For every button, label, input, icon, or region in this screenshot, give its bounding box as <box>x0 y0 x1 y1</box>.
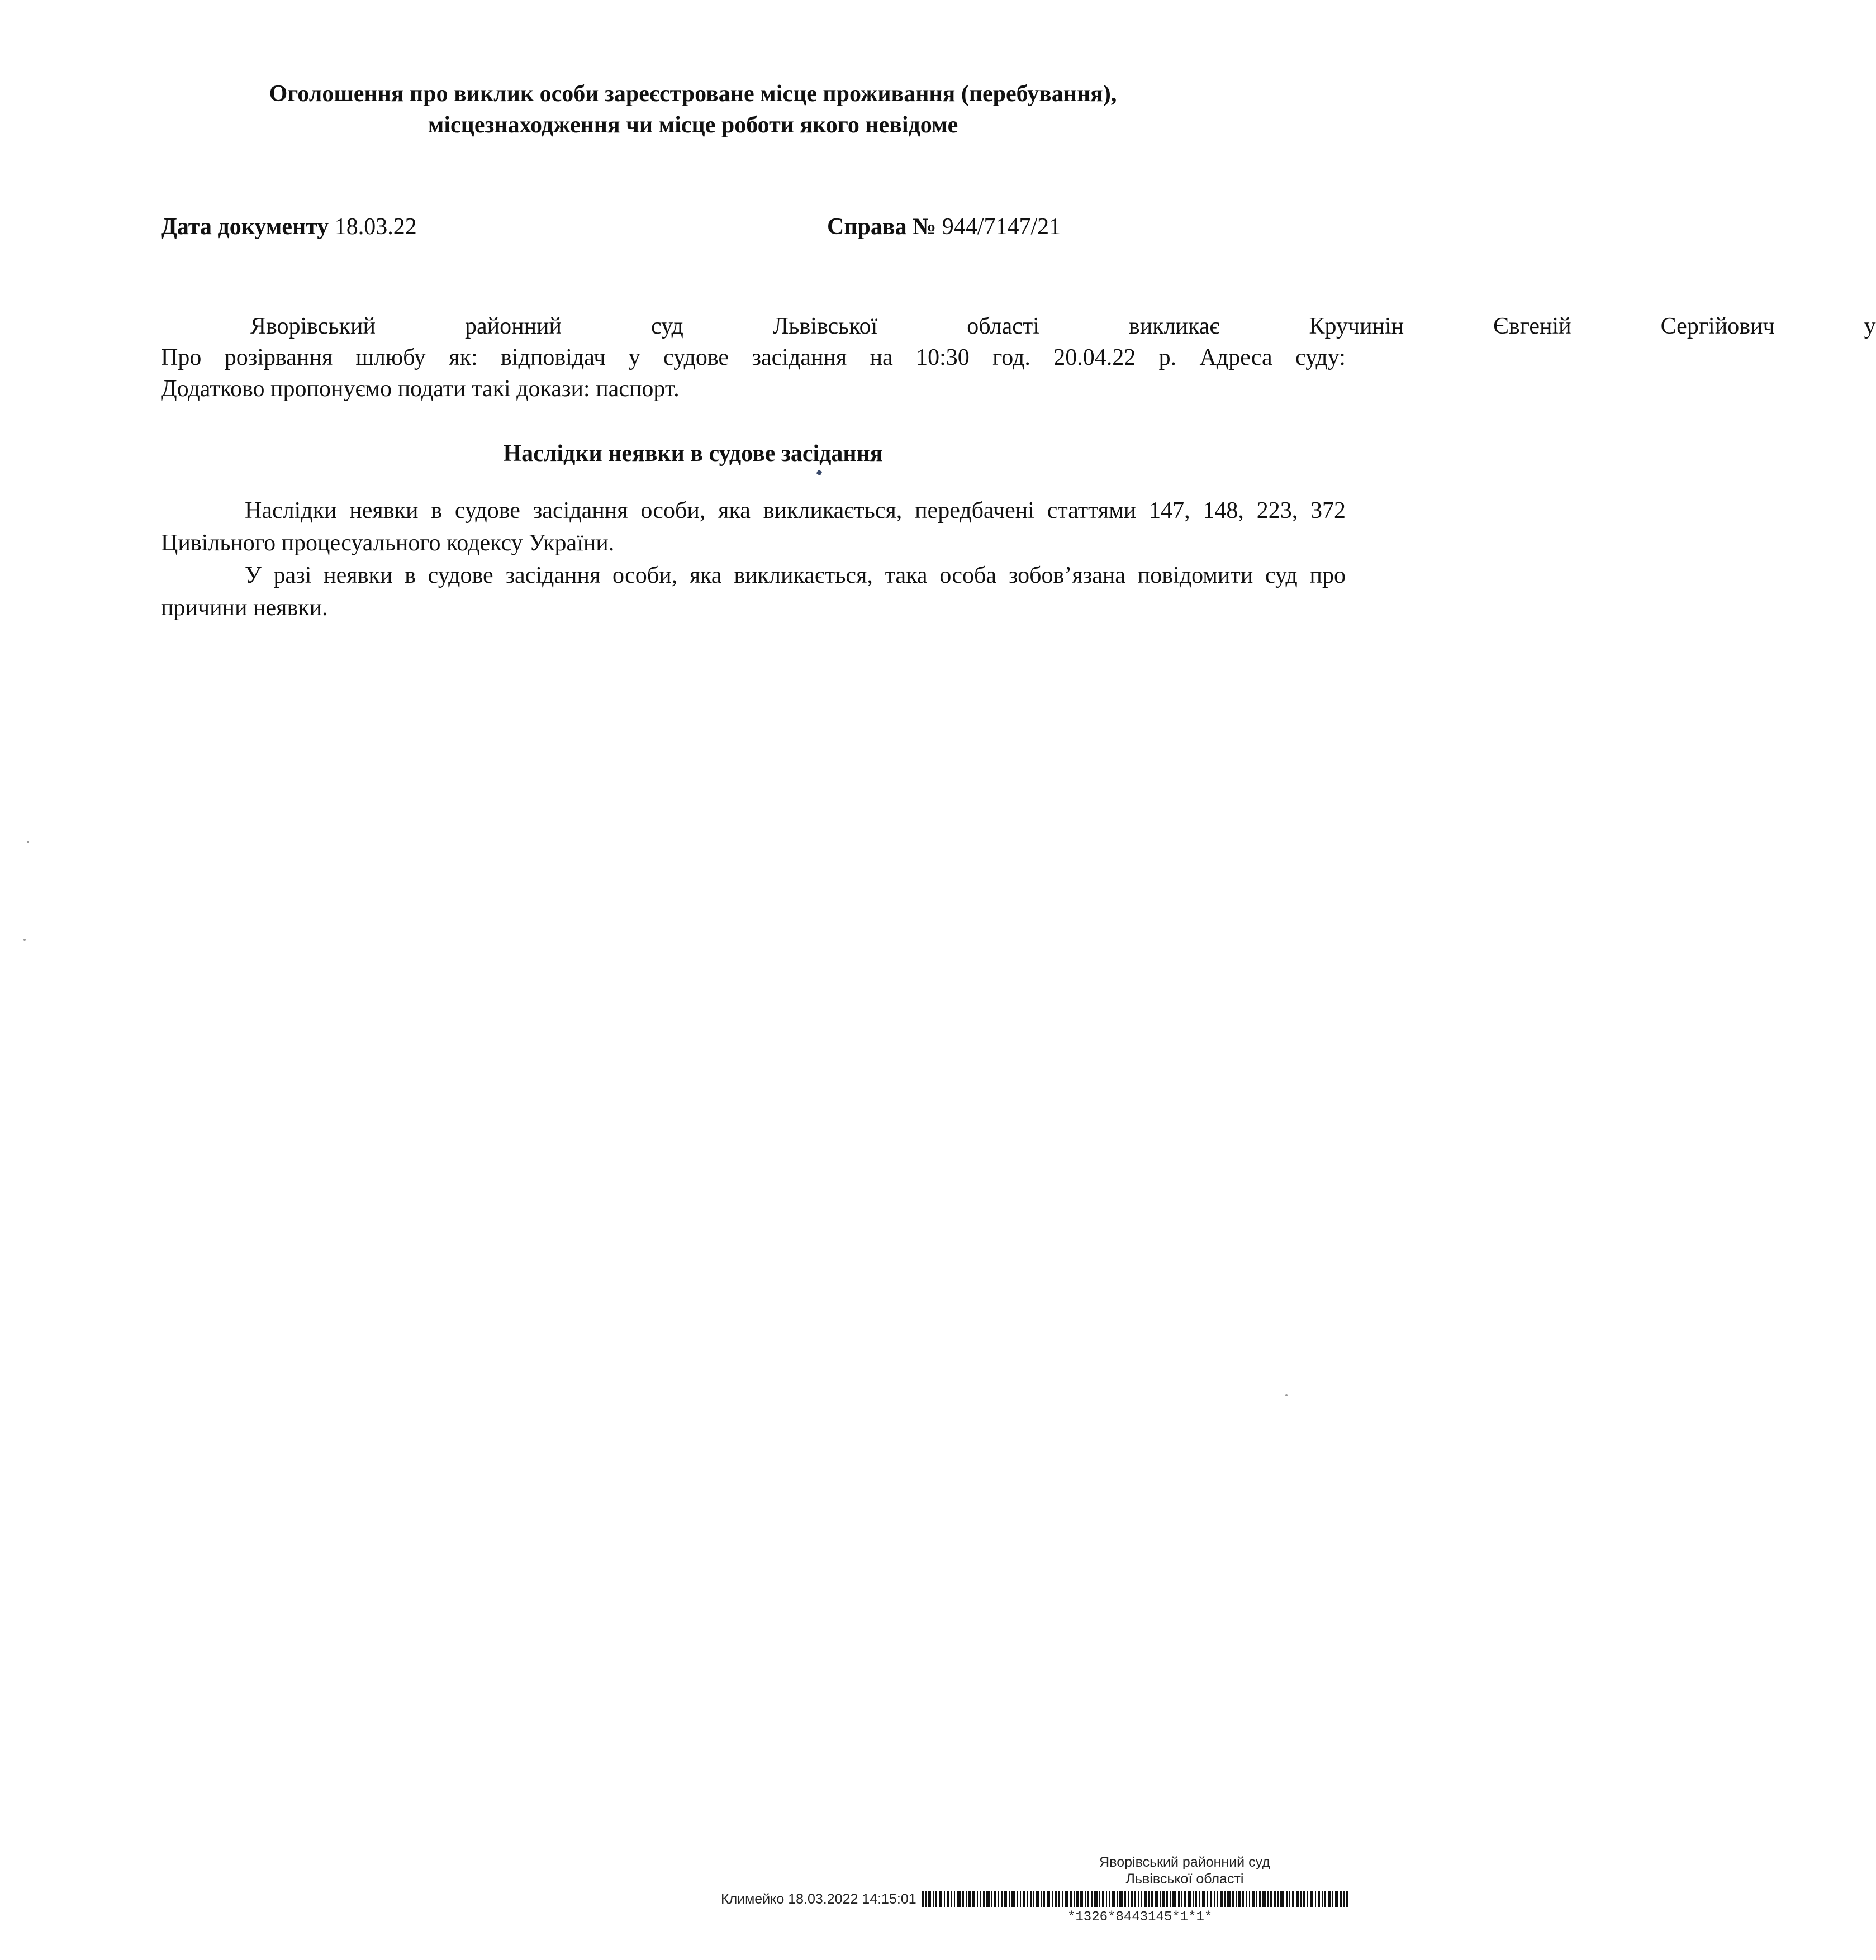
summons-line-3: Додатково пропонуємо подати такі докази: паспорт. <box>161 376 680 402</box>
summons-word: шлюбу <box>355 345 426 370</box>
pen-mark <box>816 470 823 476</box>
barcode-bar <box>1300 1891 1302 1907</box>
consequences-text <box>161 494 1346 624</box>
barcode-bar <box>1033 1891 1034 1907</box>
barcode-bar <box>1227 1891 1231 1907</box>
barcode-bar <box>1256 1891 1257 1907</box>
barcode-bar <box>1074 1891 1075 1907</box>
barcode-bar <box>1011 1891 1015 1907</box>
case-number-value: 944/7147/21 <box>942 214 1061 240</box>
barcode-bar <box>1193 1891 1194 1907</box>
barcode-bar <box>1199 1891 1200 1907</box>
summons-word: у <box>1864 313 1876 339</box>
barcode-bar <box>1043 1891 1045 1907</box>
summons-word: судове <box>663 345 729 370</box>
summons-line-1 <box>161 311 1876 342</box>
barcode-bar <box>1058 1891 1060 1907</box>
barcode-bar <box>1343 1891 1345 1907</box>
summons-text <box>161 311 1876 405</box>
document-date-value: 18.03.22 <box>334 214 417 240</box>
barcode-bar <box>925 1891 927 1907</box>
case-number-label: Справа № <box>827 214 937 240</box>
barcode-bar <box>1131 1891 1133 1907</box>
barcode-bar <box>1124 1891 1126 1907</box>
stamp-row <box>721 1888 1358 1907</box>
barcode-bar <box>1055 1891 1057 1907</box>
consequences-paragraph-2: У разі неявки в судове засідання особи, яка викликається, така особа зобов’язана повідомити суд про причини неявки. <box>161 563 1346 621</box>
title-line-1 <box>0 78 1386 110</box>
consequences-paragraph-1: Наслідки неявки в судове засідання особи, яка викликається, передбачені статтями 147, 148, 223, 372 Цивільного процесуального кодексу України. <box>161 498 1346 556</box>
barcode-bar <box>1080 1891 1083 1907</box>
barcode-bar <box>1106 1891 1107 1907</box>
summons-word: р. <box>1158 345 1177 370</box>
barcode-bar <box>947 1891 949 1907</box>
barcode-bar <box>1328 1891 1331 1907</box>
summons-word: засідання <box>752 345 847 370</box>
barcode-bar <box>1242 1891 1244 1907</box>
barcode-bar <box>1017 1891 1018 1907</box>
summons-word: суд <box>651 313 683 339</box>
barcode <box>922 1891 1358 1907</box>
summons-word: викликає <box>1128 313 1220 339</box>
barcode-bar <box>1041 1891 1042 1907</box>
barcode-bar <box>972 1891 975 1907</box>
barcode-bar <box>1141 1891 1142 1907</box>
barcode-bar <box>1138 1891 1139 1907</box>
scan-speck <box>27 841 29 843</box>
barcode-bar <box>1144 1891 1147 1907</box>
stamp-court-line-1: Яворівський районний суд <box>1099 1854 1270 1870</box>
barcode-bar <box>1289 1891 1290 1907</box>
summons-word: на <box>870 345 893 370</box>
barcode-bar <box>1148 1891 1150 1907</box>
barcode-bar <box>1094 1891 1098 1907</box>
barcode-bar <box>1128 1891 1129 1907</box>
scan-speck <box>1285 1394 1288 1396</box>
document-date-label: Дата документу <box>161 214 329 240</box>
barcode-bar <box>1274 1891 1276 1907</box>
barcode-bar <box>1052 1891 1053 1907</box>
barcode-bar <box>1047 1891 1050 1907</box>
case-number <box>827 211 1061 242</box>
barcode-bar <box>1220 1891 1223 1907</box>
barcode-bar <box>1184 1891 1186 1907</box>
summons-word: 20.04.22 <box>1053 345 1136 370</box>
summons-word: Сергійович <box>1660 313 1775 339</box>
barcode-bar <box>1091 1891 1093 1907</box>
summons-word: 10:30 <box>916 345 970 370</box>
summons-word: Кручинін <box>1309 313 1404 339</box>
summons-word: Яворівський <box>250 313 376 339</box>
barcode-bar <box>1214 1891 1215 1907</box>
barcode-bar <box>1252 1891 1255 1907</box>
summons-word: розірвання <box>224 345 333 370</box>
document-title <box>0 78 1386 141</box>
barcode-bar <box>922 1891 924 1907</box>
barcode-bar <box>1315 1891 1316 1907</box>
barcode-bar <box>980 1891 981 1907</box>
barcode-bar <box>994 1891 996 1907</box>
barcode-bar <box>962 1891 964 1907</box>
barcode-bar <box>1036 1891 1039 1907</box>
barcode-bar <box>1076 1891 1079 1907</box>
barcode-bar <box>1322 1891 1323 1907</box>
barcode-bar <box>1188 1891 1191 1907</box>
barcode-bar <box>928 1891 931 1907</box>
summons-word: Львівської <box>772 313 878 339</box>
barcode-bar <box>1023 1891 1025 1907</box>
section-heading: Наслідки неявки в судове засідання <box>503 441 883 467</box>
stamp-code: *1326*8443145*1*1* <box>1067 1910 1213 1925</box>
barcode-bar <box>1286 1891 1288 1907</box>
barcode-bar <box>944 1891 945 1907</box>
barcode-bar <box>998 1891 999 1907</box>
barcode-bar <box>1172 1891 1176 1907</box>
barcode-bar <box>1109 1891 1110 1907</box>
scan-speck <box>23 939 26 941</box>
barcode-bar <box>1151 1891 1153 1907</box>
barcode-bar <box>1160 1891 1161 1907</box>
summons-line-2 <box>161 342 1346 373</box>
barcode-bar <box>991 1891 992 1907</box>
barcode-bar <box>1202 1891 1205 1907</box>
summons-word: у <box>628 345 640 370</box>
barcode-bar <box>1238 1891 1241 1907</box>
barcode-bar <box>1332 1891 1333 1907</box>
stamp-court-name <box>1045 1854 1324 1887</box>
summons-word: відповідач <box>501 345 606 370</box>
title-line-2: місцезнаходження чи місце роботи якого невідоме <box>428 112 958 138</box>
barcode-bar <box>1270 1891 1272 1907</box>
barcode-bar <box>1303 1891 1305 1907</box>
summons-word: як: <box>449 345 478 370</box>
barcode-bar <box>1210 1891 1212 1907</box>
barcode-bar <box>1112 1891 1115 1907</box>
summons-word: год. <box>992 345 1030 370</box>
barcode-bar <box>1207 1891 1208 1907</box>
barcode-bar <box>1030 1891 1032 1907</box>
barcode-bar <box>1155 1891 1158 1907</box>
barcode-bar <box>1259 1891 1261 1907</box>
barcode-bar <box>1087 1891 1089 1907</box>
barcode-bar <box>1181 1891 1182 1907</box>
barcode-bar <box>933 1891 934 1907</box>
summons-word: Адреса <box>1199 345 1272 370</box>
barcode-bar <box>1009 1891 1010 1907</box>
barcode-bar <box>1134 1891 1136 1907</box>
barcode-bar <box>1119 1891 1123 1907</box>
barcode-bar <box>1217 1891 1218 1907</box>
barcode-bar <box>986 1891 990 1907</box>
barcode-bar <box>1070 1891 1072 1907</box>
barcode-bar <box>1020 1891 1021 1907</box>
barcode-bar <box>1346 1891 1348 1907</box>
barcode-bar <box>1170 1891 1171 1907</box>
barcode-bar <box>1099 1891 1100 1907</box>
barcode-bar <box>1318 1891 1320 1907</box>
barcode-bar <box>1166 1891 1168 1907</box>
barcode-bar <box>1246 1891 1247 1907</box>
barcode-bar <box>939 1891 942 1907</box>
barcode-bar <box>1117 1891 1118 1907</box>
barcode-bar <box>954 1891 955 1907</box>
stamp-clerk: Климейко 18.03.2022 14:15:01 <box>721 1891 916 1907</box>
barcode-bar <box>1340 1891 1342 1907</box>
barcode-bar <box>1195 1891 1197 1907</box>
barcode-bar <box>935 1891 937 1907</box>
barcode-bar <box>1277 1891 1279 1907</box>
barcode-bar <box>1027 1891 1028 1907</box>
barcode-bar <box>1004 1891 1007 1907</box>
barcode-bar <box>1224 1891 1226 1907</box>
barcode-bar <box>1001 1891 1003 1907</box>
barcode-bar <box>1236 1891 1237 1907</box>
summons-word: районний <box>464 313 562 339</box>
barcode-bar <box>1178 1891 1180 1907</box>
document-date <box>161 211 417 242</box>
summons-word: Євгеній <box>1493 313 1571 339</box>
barcode-bar <box>1335 1891 1338 1907</box>
barcode-bar <box>1324 1891 1326 1907</box>
summons-word: області <box>967 313 1039 339</box>
barcode-bar <box>1296 1891 1299 1907</box>
barcode-bar <box>1062 1891 1063 1907</box>
barcode-bar <box>1307 1891 1308 1907</box>
barcode-bar <box>1280 1891 1284 1907</box>
barcode-bar <box>1267 1891 1269 1907</box>
barcode-bar <box>957 1891 961 1907</box>
barcode-bar <box>1292 1891 1294 1907</box>
barcode-bar <box>966 1891 967 1907</box>
barcode-bar <box>1085 1891 1086 1907</box>
barcode-bar <box>1249 1891 1250 1907</box>
barcode-bar <box>951 1891 952 1907</box>
barcode-bar <box>968 1891 971 1907</box>
barcode-bar <box>983 1891 985 1907</box>
barcode-bar <box>1162 1891 1165 1907</box>
summons-word: суду: <box>1295 345 1346 370</box>
barcode-bar <box>1065 1891 1068 1907</box>
barcode-bar <box>1232 1891 1234 1907</box>
barcode-bar <box>1102 1891 1104 1907</box>
summons-word: Про <box>161 345 202 370</box>
title-line-1-text: Оголошення про виклик особи зареєстроване місце проживання (перебування), <box>269 81 1117 107</box>
barcode-bar <box>1310 1891 1313 1907</box>
barcode-bar <box>1262 1891 1266 1907</box>
stamp-court-line-2: Львівської області <box>1125 1871 1244 1887</box>
barcode-bar <box>977 1891 978 1907</box>
